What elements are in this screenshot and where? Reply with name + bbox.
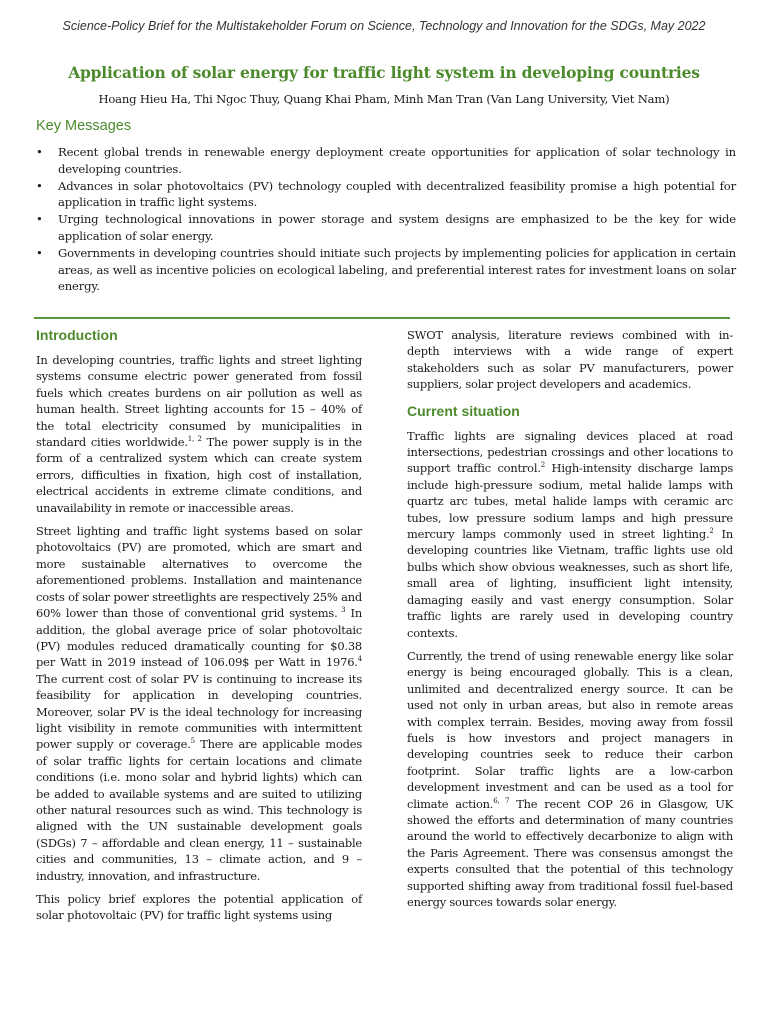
bullet-icon: • bbox=[36, 212, 43, 227]
key-message-item: • Advances in solar photovoltaics (PV) technology coupled with decentralized feasibility promise a high potential for application in traffic light systems. bbox=[36, 178, 736, 210]
intro-paragraph-3: This policy brief explores the potential application of solar photovoltaic (PV) for traffic light systems using bbox=[36, 892, 362, 923]
key-messages-list bbox=[36, 144, 736, 295]
right-column bbox=[407, 327, 733, 910]
authors-line: Hoang Hieu Ha, Thi Ngoc Thuy, Quang Khai Pham, Minh Man Tran (Van Lang University, Viet Nam) bbox=[98, 92, 670, 106]
introduction-heading: Introduction bbox=[36, 327, 118, 343]
bullet-icon: • bbox=[36, 178, 43, 193]
key-message-item: • Governments in developing countries should initiate such projects by implementing policies for application in certain areas, as well as incentive policies on ecological labeling, and preferential interest rates for investment loans on solar energy. bbox=[36, 246, 736, 294]
section-divider bbox=[34, 317, 730, 319]
key-message-item: • Recent global trends in renewable energy deployment create opportunities for application of solar technology in developing countries. bbox=[36, 145, 736, 176]
situation-paragraph-1: Traffic lights are signaling devices placed at road intersections, pedestrian crossings and other locations to support traffic control.$^2$ High-intensity discharge lamps include high-pressure sodium, metal halide lamps with quartz arc tubes, metal halide lamps with ceramic arc tubes, low pressure sodium lamps and high pressure mercury lamps commonly used in street lighting.$^2$ In developing countries like Vietnam, traffic lights use old bulbs which show obvious weaknesses, such as short life, small area of lighting, insufficient light intensity, damaging easily and vast energy consumption. Solar traffic lights are rarely used in developing country contexts. bbox=[407, 428, 733, 640]
intro-paragraph-2: Street lighting and traffic light systems based on solar photovoltaics (PV) are promoted, which are smart and more sustainable alternatives to overcome the aforementioned problems. Installation and maintenance costs of solar power streetlights are respectively 25% and 60% lower than those of conventional grid systems. $^3$ In addition, the global average price of solar photovoltaic (PV) modules reduced dramatically counting for $0.38 per Watt in 2019 instead of 106.09$ per Watt in 1976.$^4$ The current cost of solar PV is continuing to increase its feasibility for application in developing countries. Moreover, solar PV is the ideal technology for increasing light visibility in remote communities with intermittent power supply or coverage.$^5$ There are applicable modes of solar traffic lights for certain locations and climate conditions (i.e. mono solar and hybrid lights) which can be added to available systems and are suited to utilizing other natural resources such as wind. This technology is aligned with the UN sustainable development goals (SDGs) 7 – affordable and clean energy, 11 – sustainable cities and communities, 13 – climate action, and 9 – industry, innovation, and infrastructure. bbox=[36, 524, 363, 883]
current-situation-heading: Current situation bbox=[407, 402, 520, 419]
key-messages-heading: Key Messages bbox=[36, 118, 132, 134]
page-title: Application of solar energy for traffic light system in developing countries bbox=[68, 63, 700, 82]
intro-paragraph-3-continued: SWOT analysis, literature reviews combined with in-depth interviews with a wide range of expert stakeholders such as solar PV manufacturers, power suppliers, solar project developers and academics. bbox=[407, 328, 733, 392]
key-message-item: • Urging technological innovations in power storage and system designs are emphasized to be the key for wide application of solar energy. bbox=[36, 212, 736, 243]
brief-header: Science-Policy Brief for the Multistakeholder Forum on Science, Technology and Innovation for the SDGs, May 2022 bbox=[62, 19, 706, 33]
bullet-icon: • bbox=[36, 246, 43, 261]
situation-paragraph-2: Currently, the trend of using renewable energy like solar energy is being encouraged globally. This is a clean, unlimited and decentralized energy source. It can be used not only in urban areas, but also in remote areas with complex terrain. Besides, moving away from fossil fuels is how investors and project managers in developing countries seek to reduce their carbon footprint. Solar traffic lights are a low-carbon development investment and can be used as a tool for climate action.$^{6, 7}$ The recent COP 26 in Glasgow, UK showed the efforts and determination of many countries around the world to effectively decarbonize to align with the Paris Agreement. There was consensus amongst the experts consulted that the potential of this technology supported shifting away from traditional fossil fuel-based energy sources towards solar energy. bbox=[407, 648, 733, 909]
intro-paragraph-1: In developing countries, traffic lights and street lighting systems consume electric power generated from fossil fuels which creates burdens on air pollution as well as human health. Street lighting accounts for 15 – 40% of the total electricity consumed by municipalities in standard cities worldwide.$^{1, 2}$ The power supply is in the form of a centralized system which can create system errors, difficulties in fixation, high cost of installation, electrical accidents in extreme climate conditions, and unavailability in remote or inaccessible areas. bbox=[36, 353, 362, 515]
left-column bbox=[36, 327, 362, 924]
bullet-icon: • bbox=[36, 145, 43, 159]
